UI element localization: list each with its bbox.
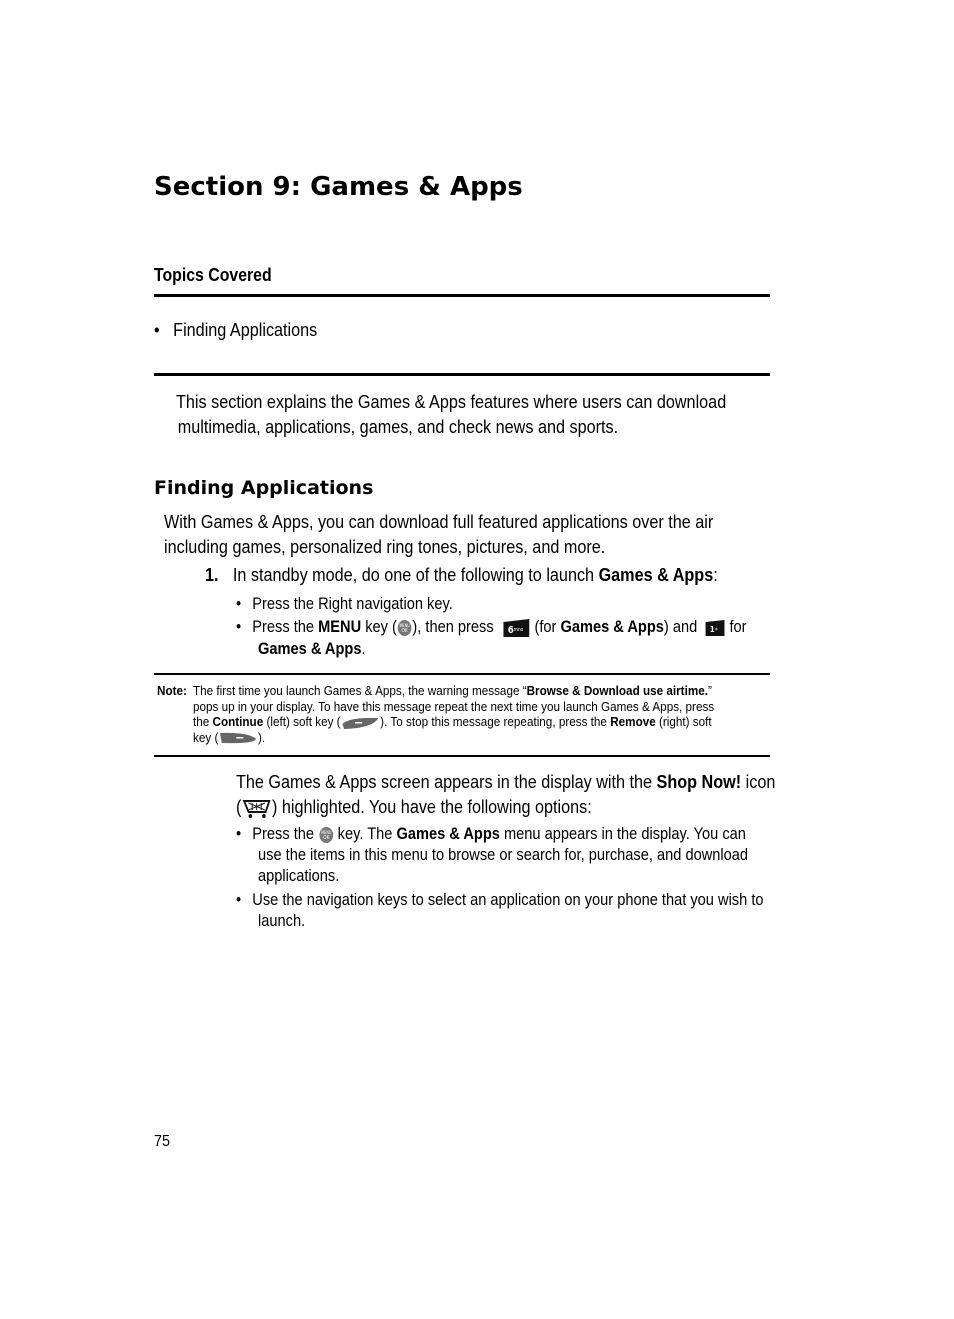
finding-paragraph <box>164 510 776 560</box>
one-key-icon <box>705 619 726 637</box>
svg-text:6: 6 <box>508 623 515 636</box>
step-end: : <box>713 565 718 585</box>
intro-paragraph <box>176 390 752 440</box>
bullet: • <box>236 890 242 909</box>
option-bullet-1-cont <box>258 844 748 887</box>
finding-line: including games, personalized ring tones, pictures, and more. <box>164 537 606 557</box>
bold-text: Remove <box>610 714 656 729</box>
topics-heading: Topics Covered <box>154 265 272 285</box>
text: ). <box>257 729 266 745</box>
bold-text: Shop Now! <box>656 772 742 792</box>
option-bullet-1 <box>236 823 746 845</box>
note-top-rule <box>154 673 770 675</box>
note-label: Note: <box>157 683 187 698</box>
step-text: In standby mode, do one of the following to launch <box>232 565 599 585</box>
text: (left) soft key ( <box>263 714 341 729</box>
text: Press the <box>252 824 319 843</box>
right-soft-key-icon <box>218 731 258 745</box>
text: key ( <box>193 729 219 745</box>
text: use the items in this menu to browse or search for, purchase, and download <box>258 845 749 864</box>
page-title: Section 9: Games & Apps <box>154 172 523 202</box>
text: applications. <box>258 866 340 885</box>
section-heading: Finding Applications <box>154 477 374 499</box>
svg-text:OK: OK <box>322 835 329 841</box>
option-bullet-2-cont <box>258 910 305 932</box>
bold-text: Continue <box>212 714 264 729</box>
bullet: • <box>154 320 174 340</box>
svg-text:OK: OK <box>401 628 408 634</box>
six-key-icon <box>503 618 531 638</box>
note-text <box>193 683 769 745</box>
bold-text: Browse & Download use airtime. <box>526 683 708 698</box>
step-number: 1. <box>205 565 219 585</box>
svg-text:MENU: MENU <box>399 623 410 628</box>
finding-line: With Games & Apps, you can download full featured applications over the air <box>164 512 714 532</box>
text: (right) soft <box>655 714 712 729</box>
text: ) highlighted. You have the following options: <box>272 797 592 817</box>
text: for <box>725 617 747 636</box>
intro-line: This section explains the Games & Apps features where users can download <box>176 392 727 412</box>
text: . <box>361 639 366 658</box>
shopping-cart-icon <box>241 797 272 819</box>
text: ) and <box>663 617 702 636</box>
intro-line: multimedia, applications, games, and check news and sports. <box>177 417 619 437</box>
text: launch. <box>258 911 306 930</box>
text: (for <box>530 617 561 636</box>
text: key ( <box>361 617 397 636</box>
option-bullet-2 <box>236 889 764 911</box>
svg-text:mno: mno <box>514 627 524 633</box>
bold-text: Games & Apps <box>560 617 664 636</box>
sub-bullet-2-cont <box>258 638 366 660</box>
text: ). To stop this message repeating, press the <box>380 714 611 729</box>
sub-bullet-text: Press the Right navigation key. <box>252 594 453 613</box>
bold-text: Games & Apps <box>258 639 362 658</box>
text: key. The <box>333 824 397 843</box>
text: The first time you launch Games & Apps, the warning message “ <box>193 683 527 698</box>
svg-text:MENU: MENU <box>320 830 331 835</box>
text: The Games & Apps screen appears in the display with the <box>236 772 657 792</box>
step-bold: Games & Apps <box>598 565 714 585</box>
topics-list-item <box>154 320 317 341</box>
text: Use the navigation keys to select an application on your phone that you wish to <box>252 890 764 909</box>
bullet: • <box>236 617 242 636</box>
step-1 <box>205 565 718 586</box>
bold-text: Games & Apps <box>396 824 500 843</box>
left-soft-key-icon <box>341 716 381 730</box>
page-number: 75 <box>154 1133 171 1150</box>
topics-top-rule <box>154 294 770 297</box>
text: the <box>193 714 213 729</box>
bullet: • <box>236 824 242 843</box>
text: Press the <box>252 617 319 636</box>
svg-text:*: * <box>715 627 718 634</box>
text: icon <box>741 772 776 792</box>
note-bottom-rule <box>154 755 770 757</box>
sub-bullet-1 <box>236 593 453 615</box>
menu-key-label: MENU <box>318 617 362 636</box>
text: menu appears in the display. You can <box>499 824 746 843</box>
after-paragraph <box>236 770 776 820</box>
svg-text:1: 1 <box>709 624 715 634</box>
sub-bullet-2 <box>236 616 747 638</box>
bullet: • <box>236 594 242 613</box>
topics-bottom-rule <box>154 373 770 376</box>
menu-ok-key-icon <box>397 619 412 637</box>
menu-ok-key-icon <box>318 826 333 844</box>
text: ( <box>236 797 242 817</box>
text: ” <box>707 683 712 698</box>
text: pops up in your display. To have this message repeat the next time you launch Games & Apps, press <box>193 698 715 714</box>
topic-label: Finding Applications <box>173 320 318 340</box>
text: ), then press <box>412 617 498 636</box>
